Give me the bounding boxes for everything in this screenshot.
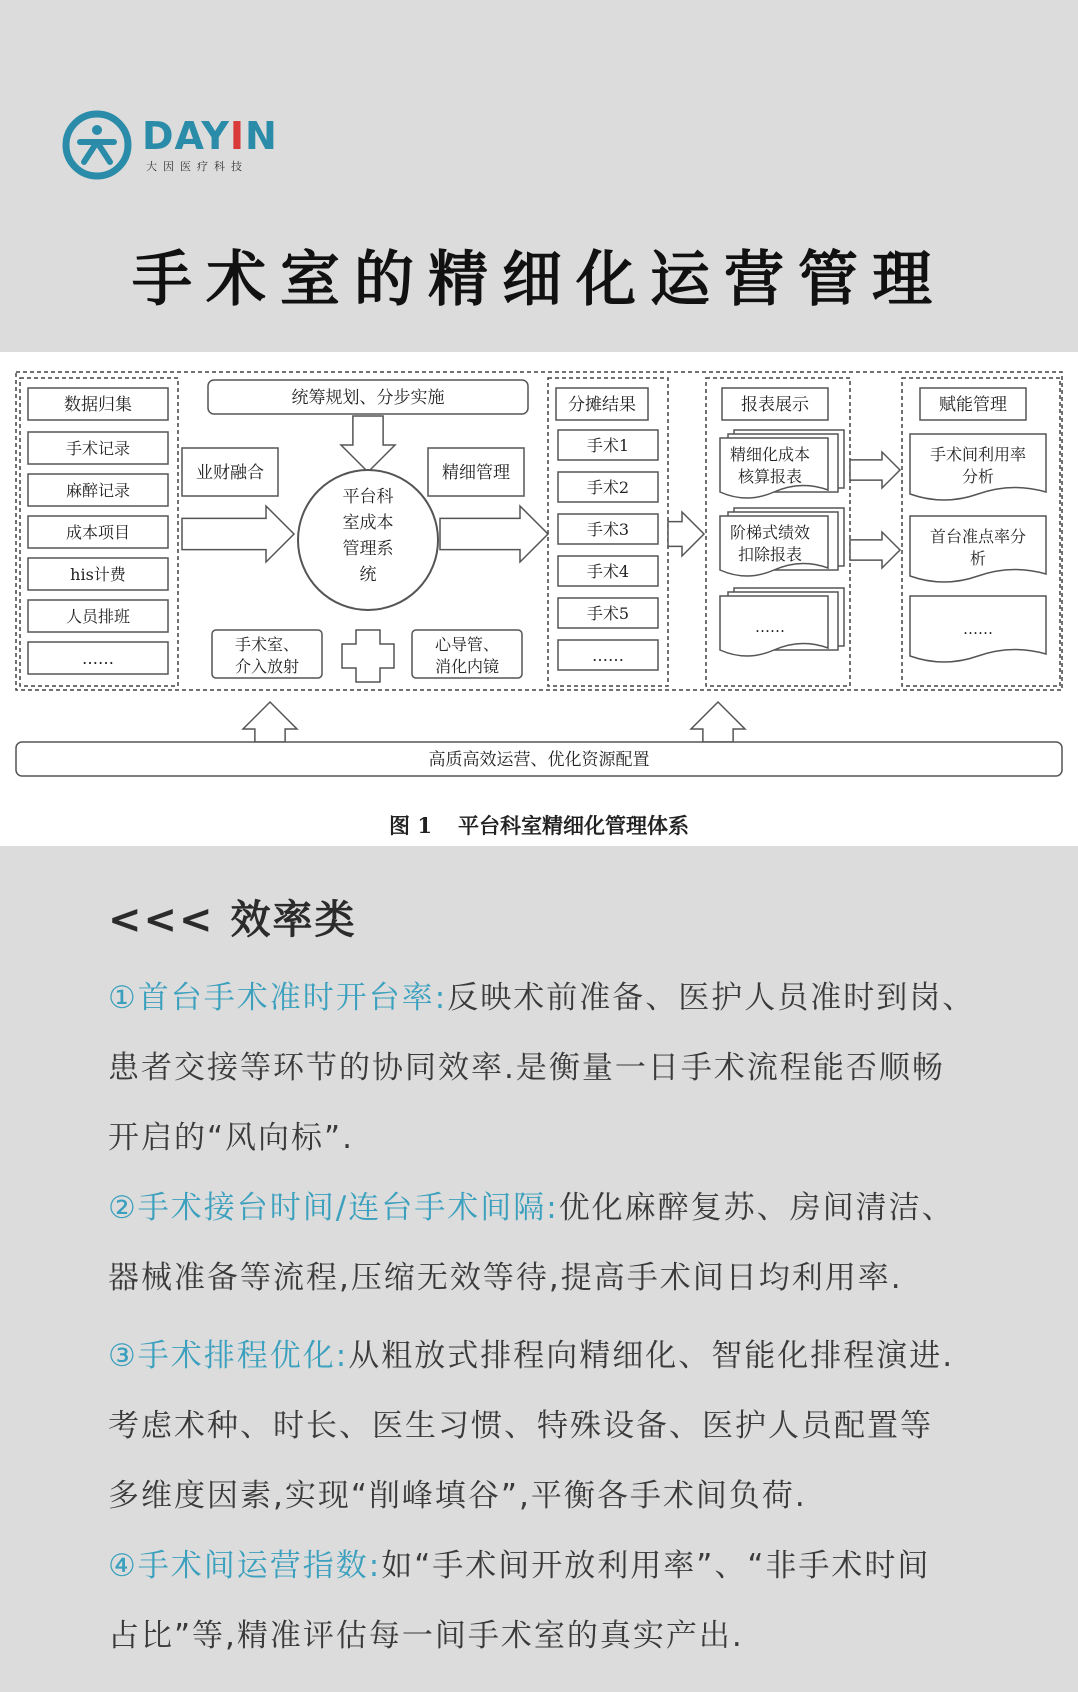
- item-line: [108, 1173, 1038, 1243]
- allocation-item-text: 手术2: [586, 478, 630, 497]
- item-text: 从粗放式排程向精细化、智能化排程演进.: [348, 1338, 955, 1374]
- item-line: [108, 1321, 1038, 1391]
- system-circle-text: 平台科: [342, 487, 394, 507]
- data-collect-item-text: 人员排班: [65, 607, 131, 626]
- item-text: 多维度因素,实现“削峰填谷”,平衡各手术间负荷.: [108, 1478, 807, 1514]
- empower-doc-text: 手术间利用率: [929, 445, 1027, 464]
- fine-management-text: 精细管理: [442, 463, 510, 483]
- report-arrow-1: [850, 452, 900, 488]
- efficiency-section: [108, 846, 1038, 1671]
- item-text: 考虑术种、时长、医生习惯、特殊设备、医护人员配置等: [108, 1408, 933, 1444]
- item-line: [108, 1243, 1038, 1313]
- plan-text: 统筹规划、分步实施: [291, 388, 445, 408]
- empower-header-text: 赋能管理: [939, 395, 1007, 415]
- item-label: ④手术间运营指数:: [108, 1548, 382, 1584]
- system-circle-text: 管理系: [342, 539, 394, 559]
- report-doc-text: 扣除报表: [737, 545, 803, 564]
- page-title: 手术室的精细化运营管理: [132, 245, 946, 315]
- item-text: 器械准备等流程,压缩无效等待,提高手术间日均利用率.: [108, 1260, 903, 1296]
- item-label: ①首台手术准时开台率:: [108, 980, 448, 1016]
- figure-title: 平台科室精细化管理体系: [457, 813, 689, 838]
- item-line: [108, 963, 1038, 1033]
- empower-doc-text: 首台准点率分: [929, 527, 1027, 546]
- efficiency-items-list: [108, 963, 1038, 1671]
- finance-integration-arrow: [182, 506, 294, 562]
- item-label: ③手术排程优化:: [108, 1338, 349, 1374]
- bottom-bar-text: 高质高效运营、优化资源配置: [428, 750, 650, 770]
- allocation-item-text: 手术1: [586, 436, 630, 455]
- item-line: [108, 1103, 1038, 1173]
- data-collect-item-text: 手术记录: [65, 439, 131, 458]
- figure-number: 图 1: [389, 813, 432, 838]
- data-collect-item-text: his计费: [70, 565, 126, 584]
- report-doc-text: 精细化成本: [729, 445, 811, 464]
- brand-logo[interactable]: [60, 108, 278, 182]
- item-line: [108, 1601, 1038, 1671]
- empower-doc-text: ……: [963, 620, 993, 638]
- bottom-up-arrow-1: [243, 702, 297, 742]
- allocation-item-text: 手术3: [586, 520, 630, 539]
- figure-caption: [0, 810, 1078, 840]
- brand-subtitle: 大因医疗科技: [146, 160, 248, 173]
- plus-icon: [342, 630, 394, 682]
- allocation-item-text: 手术4: [586, 562, 630, 581]
- cath-endo-text: 心导管、: [434, 635, 500, 654]
- or-ir-text: 手术室、: [234, 635, 300, 654]
- dayin-logo-icon: [60, 108, 134, 182]
- item-line: [108, 1461, 1038, 1531]
- item-text: 占比”等,精准评估每一间手术室的真实产出.: [108, 1618, 744, 1654]
- management-system-figure: [0, 352, 1078, 846]
- section-heading: <<< 效率类: [108, 897, 357, 943]
- item-line: [108, 1531, 1038, 1601]
- or-ir-text: 介入放射: [234, 657, 300, 676]
- item-line: [108, 1033, 1038, 1103]
- item-text: 优化麻醉复苏、房间清洁、: [558, 1190, 955, 1226]
- data-collect-item-text: 麻醉记录: [65, 481, 131, 500]
- report-arrow-2: [850, 532, 900, 568]
- item-text: 反映术前准备、医护人员准时到岗、: [447, 980, 976, 1016]
- empower-doc-text: 分析: [961, 467, 995, 486]
- efficiency-item: [108, 1321, 1038, 1531]
- brand-name: DAYIN: [142, 114, 278, 158]
- item-text: 患者交接等环节的协同效率.是衡量一日手术流程能否顺畅: [108, 1050, 945, 1086]
- cath-endo-text: 消化内镜: [434, 657, 500, 676]
- management-system-diagram: [0, 352, 1078, 846]
- fine-management-arrow: [440, 506, 548, 562]
- data-collect-item-text: ……: [82, 649, 114, 668]
- item-line: [108, 1391, 1038, 1461]
- header: [0, 0, 1078, 352]
- item-text: 如“手术间开放利用率”、“非手术时间: [381, 1548, 931, 1584]
- empower-doc-text: 析: [969, 549, 987, 568]
- item-label: ②手术接台时间/连台手术间隔:: [108, 1190, 559, 1226]
- report-doc-text: 阶梯式绩效: [729, 523, 811, 542]
- allocation-item-text: 手术5: [586, 604, 630, 623]
- efficiency-item: [108, 1173, 1038, 1313]
- system-circle-text: 室成本: [342, 513, 394, 533]
- data-collect-item-text: 成本项目: [65, 523, 131, 542]
- plan-down-arrow: [341, 416, 395, 472]
- bottom-up-arrow-2: [691, 702, 745, 742]
- data-collect-header-text: 数据归集: [64, 395, 132, 415]
- system-circle-text: 统: [359, 565, 377, 585]
- report-doc-text: 核算报表: [737, 467, 803, 486]
- reports-header-text: 报表展示: [741, 395, 809, 415]
- allocation-arrow: [668, 512, 704, 556]
- allocation-item-text: ……: [592, 646, 624, 665]
- efficiency-item: [108, 1531, 1038, 1671]
- item-text: 开启的“风向标”.: [108, 1120, 354, 1156]
- allocation-header-text: 分摊结果: [568, 395, 636, 415]
- finance-integration-text: 业财融合: [196, 463, 264, 483]
- report-doc-text: ……: [755, 618, 785, 636]
- efficiency-item: [108, 963, 1038, 1173]
